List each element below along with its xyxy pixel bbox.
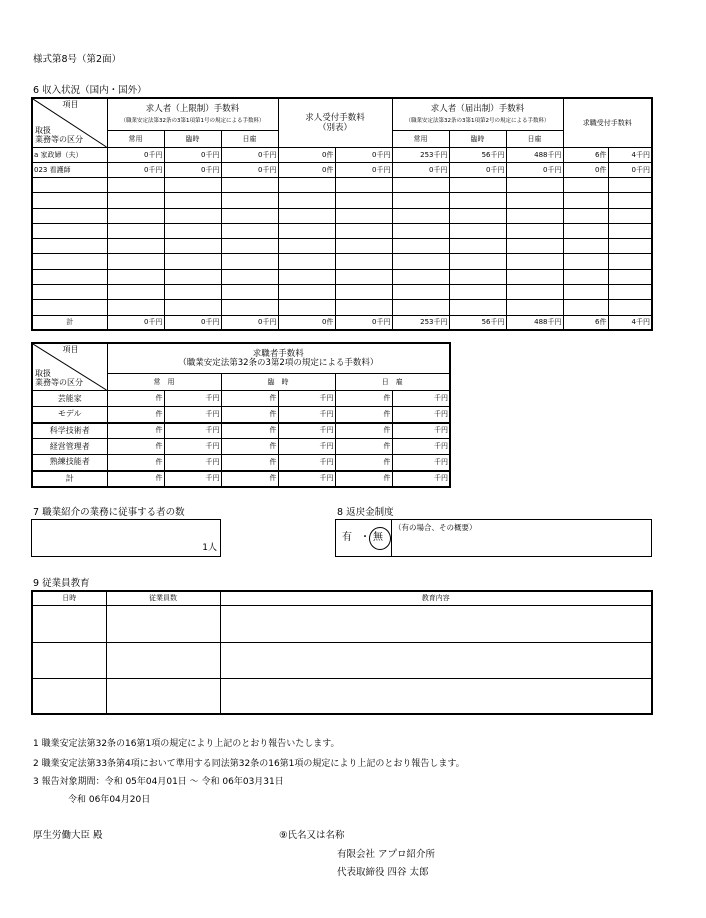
sub-daily: 日雇 (221, 131, 278, 148)
row-label: 経営管理者 (32, 439, 107, 455)
value-cell (335, 300, 392, 315)
value-cell (107, 208, 164, 223)
value-cell (221, 254, 278, 269)
refund-yes: 有 (342, 532, 352, 543)
amount-cell: 千円 (278, 471, 335, 487)
value-cell (506, 223, 563, 238)
value-cell: 488千円 (506, 148, 563, 163)
table-row (32, 455, 450, 471)
amount-cell: 千円 (164, 455, 221, 471)
upper-fee-note: （職業安定法第32条の3第1項第1号の規定による手数料） (120, 117, 265, 124)
count-cell: 件 (107, 391, 164, 407)
seeker-receipt-fee-header: 求職受付手数料 (563, 98, 652, 148)
income-corner-category: 業務等の区分 (35, 135, 83, 145)
value-cell (164, 208, 221, 223)
value-cell (449, 193, 506, 208)
count-cell: 件 (221, 455, 278, 471)
value-cell (107, 285, 164, 300)
value-cell (107, 178, 164, 193)
income-corner-item: 項目 (62, 100, 79, 109)
value-cell (608, 300, 652, 315)
blank-row (32, 269, 652, 284)
value-cell (608, 285, 652, 300)
row-label (32, 208, 107, 223)
blank-row (32, 285, 652, 300)
row-label (32, 239, 107, 254)
value-cell: 0千円 (107, 163, 164, 178)
value-cell (278, 269, 335, 284)
value-cell (608, 193, 652, 208)
value-cell (563, 269, 608, 284)
amount-cell: 千円 (278, 423, 335, 439)
value-cell (278, 208, 335, 223)
value-cell (335, 285, 392, 300)
value-cell (608, 208, 652, 223)
training-cell (32, 678, 106, 714)
value-cell (563, 193, 608, 208)
receipt-fee-header (278, 98, 392, 148)
refund-no: 無 (373, 532, 383, 543)
row-label: 計 (32, 471, 107, 487)
row-label: 科学技術者 (32, 423, 107, 439)
training-cell (106, 605, 220, 642)
value-cell (278, 254, 335, 269)
blank-row (32, 193, 652, 208)
value-cell (278, 285, 335, 300)
value-cell (563, 254, 608, 269)
amount-cell: 千円 (392, 471, 450, 487)
value-cell (107, 254, 164, 269)
value-cell (392, 178, 449, 193)
training-cell (220, 642, 652, 678)
training-col-count: 従業員数 (106, 591, 220, 605)
training-cell (220, 605, 652, 642)
value-cell (278, 300, 335, 315)
value-cell: 0件 (563, 163, 608, 178)
sub-regular: 常用 (107, 131, 164, 148)
row-label (32, 223, 107, 238)
value-cell (563, 239, 608, 254)
value-cell (221, 285, 278, 300)
value-cell (608, 254, 652, 269)
seeker-fee-note: （職業安定法第32条の3第2項の規定による手数料） (178, 358, 379, 369)
value-cell (506, 193, 563, 208)
refund-note: （有の場合、その概要） (394, 523, 477, 532)
count-cell: 件 (335, 455, 392, 471)
value-cell (107, 239, 164, 254)
row-label: a 家政婦（夫） (32, 148, 107, 163)
sub-daily: 日雇 (506, 131, 563, 148)
value-cell: 0千円 (335, 163, 392, 178)
count-cell: 件 (335, 391, 392, 407)
value-cell (164, 223, 221, 238)
value-cell (278, 193, 335, 208)
count-cell: 件 (221, 439, 278, 455)
count-cell: 件 (107, 423, 164, 439)
table-row (32, 391, 450, 407)
section7-title: 7 職業紹介の業務に従事する者の数 (33, 507, 185, 518)
count-cell: 件 (221, 471, 278, 487)
row-label: 熟練技能者 (32, 455, 107, 471)
income-table (31, 97, 653, 331)
blank-row (32, 254, 652, 269)
signer-label: ⑨氏名又は名称 (279, 830, 345, 841)
value-cell: 488千円 (506, 315, 563, 330)
seeker-sub-temporary: 臨 時 (221, 374, 335, 391)
income-corner (32, 98, 107, 148)
amount-cell: 千円 (164, 407, 221, 423)
value-cell: 0千円 (506, 163, 563, 178)
value-cell (164, 178, 221, 193)
report-date: 令和 06年04月20日 (68, 795, 151, 805)
amount-cell: 千円 (164, 439, 221, 455)
value-cell (563, 285, 608, 300)
value-cell (506, 300, 563, 315)
seeker-fee-title: 求職者手数料 (252, 348, 304, 359)
training-col-content: 教育内容 (220, 591, 652, 605)
amount-cell: 千円 (164, 423, 221, 439)
value-cell: 0千円 (221, 315, 278, 330)
refund-dot: ・ (360, 532, 370, 543)
count-cell: 件 (335, 407, 392, 423)
count-cell: 件 (221, 423, 278, 439)
report-fee-title: 求人者（届出制）手数料 (430, 104, 525, 115)
training-cell (106, 642, 220, 678)
row-label: 023 看護師 (32, 163, 107, 178)
value-cell: 0千円 (221, 163, 278, 178)
value-cell (164, 300, 221, 315)
row-label (32, 285, 107, 300)
value-cell: 4千円 (608, 148, 652, 163)
value-cell (335, 178, 392, 193)
table-row (32, 439, 450, 455)
value-cell: 0千円 (392, 163, 449, 178)
amount-cell: 千円 (278, 391, 335, 407)
value-cell (392, 208, 449, 223)
row-label (32, 269, 107, 284)
value-cell (506, 208, 563, 223)
value-cell (563, 223, 608, 238)
value-cell (164, 269, 221, 284)
value-cell (278, 178, 335, 193)
value-cell (392, 239, 449, 254)
seeker-fee-table (31, 342, 451, 488)
amount-cell: 千円 (392, 407, 450, 423)
value-cell (164, 285, 221, 300)
value-cell: 6件 (563, 315, 608, 330)
section9-title: 9 従業員教育 (33, 578, 90, 589)
seeker-corner-item: 項目 (62, 345, 79, 354)
amount-cell: 千円 (392, 455, 450, 471)
value-cell: 0千円 (164, 163, 221, 178)
count-cell: 件 (335, 439, 392, 455)
note-2: 2 職業安定法第33条第4項において準用する同法第32条の16第1項の規定により上記のとおり報告します。 (33, 759, 465, 769)
count-cell: 件 (107, 471, 164, 487)
total-row (32, 471, 450, 487)
value-cell (449, 269, 506, 284)
form-number: 様式第8号（第2面） (33, 54, 122, 65)
value-cell (449, 239, 506, 254)
count-cell: 件 (221, 407, 278, 423)
sub-temporary: 臨時 (164, 131, 221, 148)
value-cell: 6件 (563, 148, 608, 163)
value-cell: 0千円 (335, 148, 392, 163)
row-label: モデル (32, 407, 107, 423)
count-cell: 件 (107, 455, 164, 471)
training-cell (220, 678, 652, 714)
value-cell (506, 254, 563, 269)
table-row (32, 407, 450, 423)
amount-cell: 千円 (164, 391, 221, 407)
value-cell (506, 269, 563, 284)
value-cell (563, 300, 608, 315)
seeker-corner-handling: 取扱 (35, 369, 51, 379)
value-cell: 253千円 (392, 148, 449, 163)
value-cell (335, 193, 392, 208)
table-row (32, 148, 652, 163)
sub-temporary: 臨時 (449, 131, 506, 148)
staff-count-box (31, 519, 221, 557)
value-cell (164, 193, 221, 208)
value-cell (563, 178, 608, 193)
value-cell (164, 254, 221, 269)
value-cell (449, 223, 506, 238)
value-cell (608, 178, 652, 193)
value-cell (221, 208, 278, 223)
value-cell: 253千円 (392, 315, 449, 330)
training-table (31, 590, 653, 715)
value-cell (449, 208, 506, 223)
value-cell (392, 300, 449, 315)
value-cell: 0千円 (608, 163, 652, 178)
income-corner-handling: 取扱 (35, 126, 51, 136)
amount-cell: 千円 (392, 439, 450, 455)
seeker-fee-header (107, 343, 450, 374)
value-cell (449, 254, 506, 269)
value-cell (221, 239, 278, 254)
table-row (32, 423, 450, 439)
value-cell: 56千円 (449, 148, 506, 163)
value-cell (335, 254, 392, 269)
report-fee-header (392, 98, 563, 131)
value-cell (221, 300, 278, 315)
value-cell (335, 239, 392, 254)
value-cell (506, 239, 563, 254)
section6-title: 6 収入状況（国内・国外） (33, 85, 147, 96)
value-cell (221, 223, 278, 238)
value-cell (392, 193, 449, 208)
amount-cell: 千円 (278, 455, 335, 471)
row-label: 計 (32, 315, 107, 330)
value-cell (107, 300, 164, 315)
value-cell (221, 178, 278, 193)
value-cell (392, 254, 449, 269)
training-col-date: 日時 (32, 591, 106, 605)
training-cell (106, 678, 220, 714)
addressee: 厚生労働大臣 殿 (33, 830, 103, 841)
blank-row (32, 208, 652, 223)
seeker-corner (32, 343, 107, 391)
value-cell: 0千円 (335, 315, 392, 330)
count-cell: 件 (107, 407, 164, 423)
upper-fee-header (107, 98, 278, 131)
value-cell (335, 223, 392, 238)
value-cell (221, 193, 278, 208)
value-cell: 0千円 (164, 315, 221, 330)
value-cell (392, 269, 449, 284)
value-cell (563, 208, 608, 223)
value-cell (449, 300, 506, 315)
receipt-fee-subtitle: （別表） (318, 123, 353, 133)
staff-count-value: 1人 (202, 543, 217, 553)
count-cell: 件 (335, 471, 392, 487)
note-3: 3 報告対象期間：令和 05年04月01日 ～ 令和 06年03月31日 (33, 777, 284, 787)
row-label (32, 178, 107, 193)
value-cell (608, 269, 652, 284)
blank-row (32, 223, 652, 238)
total-row (32, 315, 652, 330)
note-1: 1 職業安定法第32条の16第1項の規定により上記のとおり報告いたします。 (33, 739, 340, 749)
blank-row (32, 300, 652, 315)
row-label (32, 300, 107, 315)
count-cell: 件 (335, 423, 392, 439)
section8-title: 8 返戻金制度 (337, 507, 394, 518)
value-cell: 0千円 (221, 148, 278, 163)
blank-row (32, 178, 652, 193)
amount-cell: 千円 (392, 391, 450, 407)
value-cell (506, 285, 563, 300)
value-cell: 0千円 (107, 148, 164, 163)
signer-company: 有限会社 アプロ紹介所 (337, 849, 436, 860)
value-cell (164, 239, 221, 254)
value-cell: 0千円 (164, 148, 221, 163)
sub-regular: 常用 (392, 131, 449, 148)
amount-cell: 千円 (392, 423, 450, 439)
row-label: 芸能家 (32, 391, 107, 407)
blank-row (32, 239, 652, 254)
value-cell: 0千円 (107, 315, 164, 330)
value-cell (449, 178, 506, 193)
count-cell: 件 (221, 391, 278, 407)
value-cell: 4千円 (608, 315, 652, 330)
upper-fee-title: 求人者（上限制）手数料 (145, 104, 240, 115)
value-cell (221, 269, 278, 284)
seeker-sub-daily: 日 雇 (335, 374, 450, 391)
value-cell (107, 223, 164, 238)
value-cell (608, 239, 652, 254)
value-cell (392, 285, 449, 300)
value-cell: 0件 (278, 163, 335, 178)
value-cell: 0千円 (449, 163, 506, 178)
training-cell (32, 605, 106, 642)
training-cell (32, 642, 106, 678)
signer-representative: 代表取締役 四谷 太郎 (337, 867, 429, 878)
value-cell: 56千円 (449, 315, 506, 330)
value-cell (278, 223, 335, 238)
value-cell: 0件 (278, 315, 335, 330)
value-cell (608, 223, 652, 238)
seeker-corner-category: 業務等の区分 (35, 378, 83, 388)
value-cell (392, 223, 449, 238)
value-cell: 0件 (278, 148, 335, 163)
count-cell: 件 (107, 439, 164, 455)
value-cell (335, 208, 392, 223)
refund-box (335, 519, 652, 557)
row-label (32, 193, 107, 208)
value-cell (506, 178, 563, 193)
value-cell (107, 269, 164, 284)
report-fee-note: （職業安定法第32条の3第1項第2号の規定による手数料） (405, 117, 550, 124)
value-cell (107, 193, 164, 208)
amount-cell: 千円 (278, 407, 335, 423)
receipt-fee-title: 求人受付手数料 (305, 112, 365, 123)
value-cell (335, 269, 392, 284)
value-cell (449, 285, 506, 300)
value-cell (278, 239, 335, 254)
row-label (32, 254, 107, 269)
table-row (32, 163, 652, 178)
amount-cell: 千円 (164, 471, 221, 487)
amount-cell: 千円 (278, 439, 335, 455)
seeker-sub-regular: 常 用 (107, 374, 221, 391)
